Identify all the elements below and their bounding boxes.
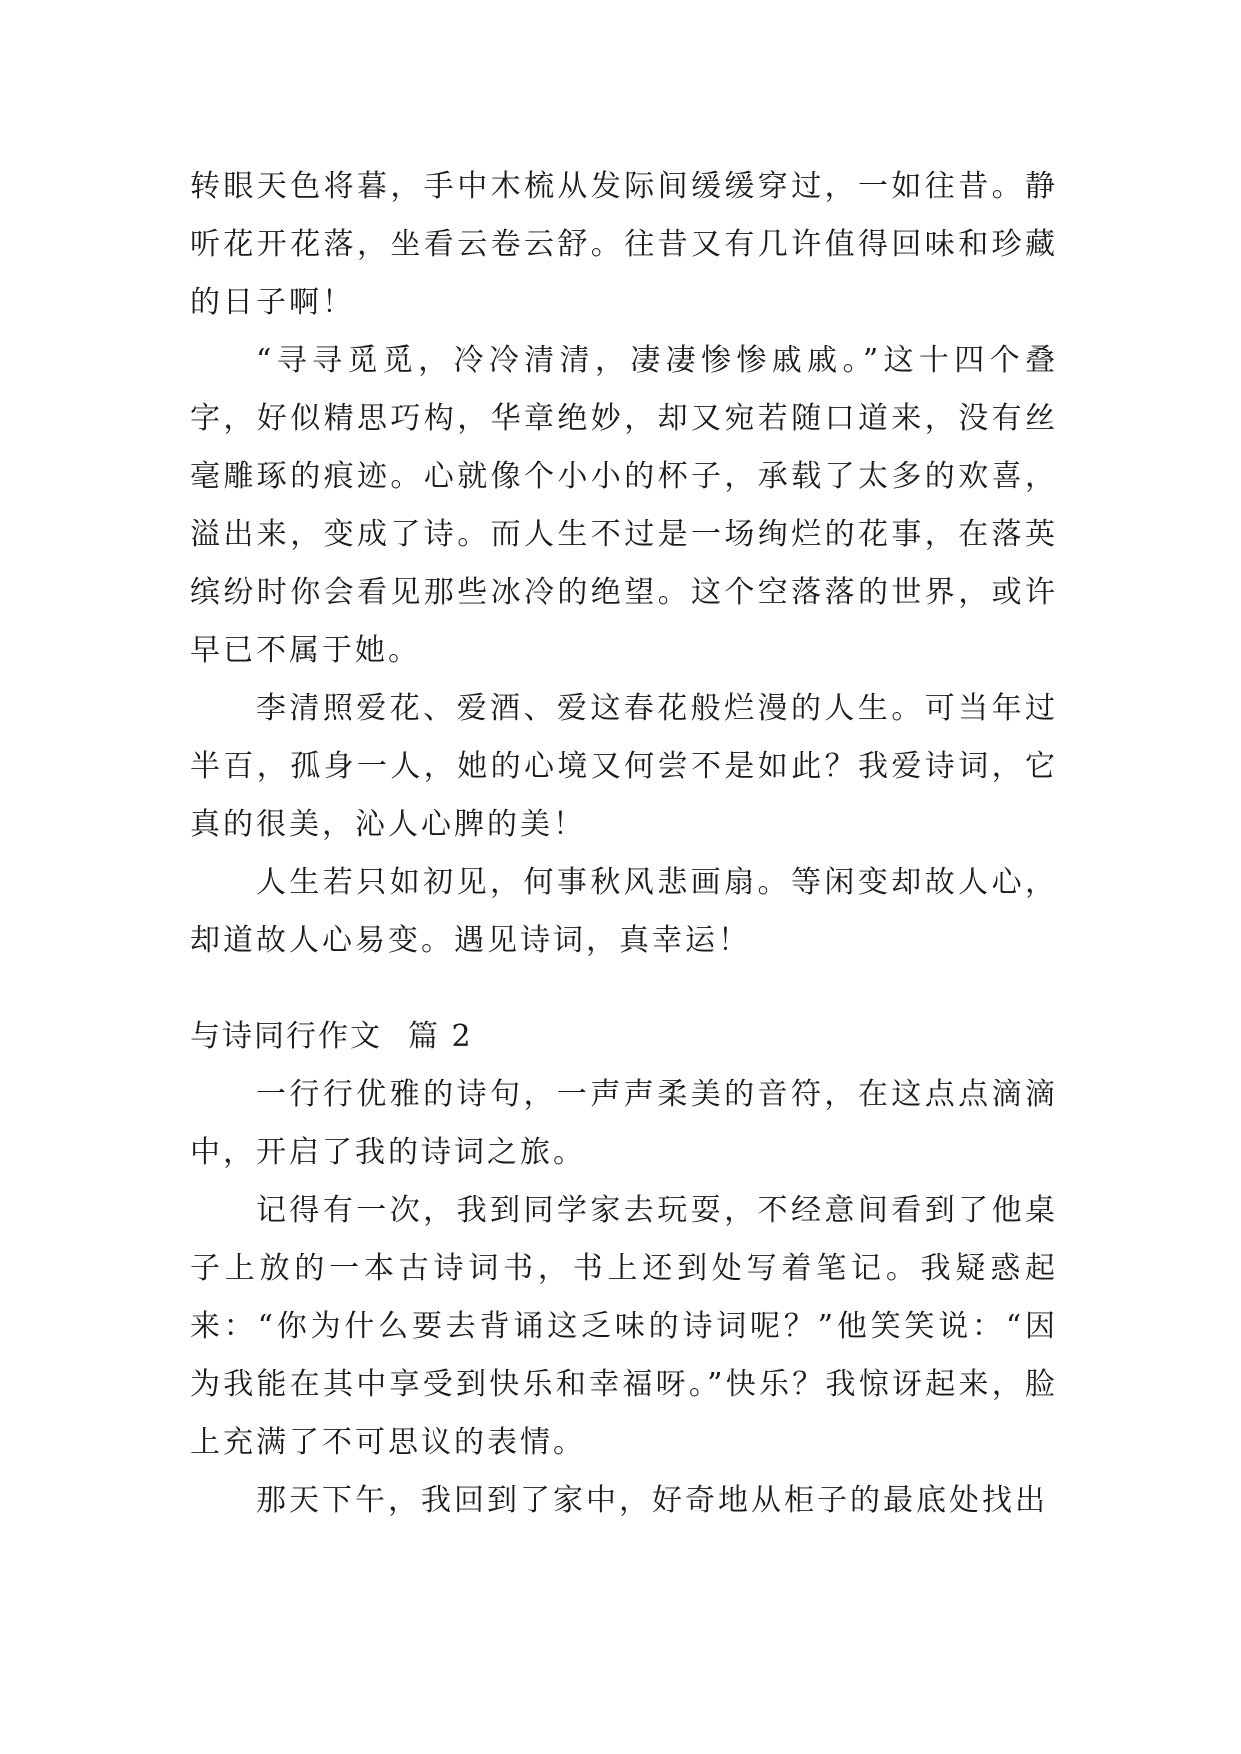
paragraph: “寻寻觅觅，冷冷清清，凄凄惨惨戚戚。”这十四个叠字，好似精思巧构，华章绝妙，却又宛若随口道来，没有丝毫雕琢的痕迹。心就像个小小的杯子，承载了太多的欢喜，溢出来，变成了诗。而人生不过是一场绚烂的花事，在落英缤纷时你会看见那些冰冷的绝望。这个空落落的世界，或许早已不属于她。 [190,343,1058,668]
paragraph: 那天下午，我回到了家中，好奇地从柜子的最底处找出 [256,1483,1048,1518]
paragraph-continued: 转眼天色将暮，手中木梳从发际间缓缓穿过，一如往昔。静听花开花落，坐看云卷云舒。往昔又有几许值得回味和珍藏的日子啊！ [190,169,1058,320]
paragraph: 李清照爱花、爱酒、爱这春花般烂漫的人生。可当年过半百，孤身一人，她的心境又何尝不是如此？我爱诗词，它真的很美，沁人心脾的美！ [190,691,1058,842]
paragraph: 一行行优雅的诗句，一声声柔美的音符，在这点点滴滴中，开启了我的诗词之旅。 [190,1077,1058,1170]
section-heading [190,1008,1058,1066]
document-body [190,158,1058,1530]
paragraph: 记得有一次，我到同学家去玩耍，不经意间看到了他桌子上放的一本古诗词书，书上还到处写着笔记。我疑惑起来：“你为什么要去背诵这乏味的诗词呢？”他笑笑说：“因为我能在其中享受到快乐和幸福呀。”快乐？我惊讶起来，脸上充满了不可思议的表情。 [190,1193,1058,1460]
section-number: 篇 2 [408,1019,473,1054]
section-title: 与诗同行作文 [190,1019,382,1054]
paragraph: 人生若只如初见，何事秋风悲画扇。等闲变却故人心，却道故人心易变。遇见诗词，真幸运！ [190,865,1058,958]
